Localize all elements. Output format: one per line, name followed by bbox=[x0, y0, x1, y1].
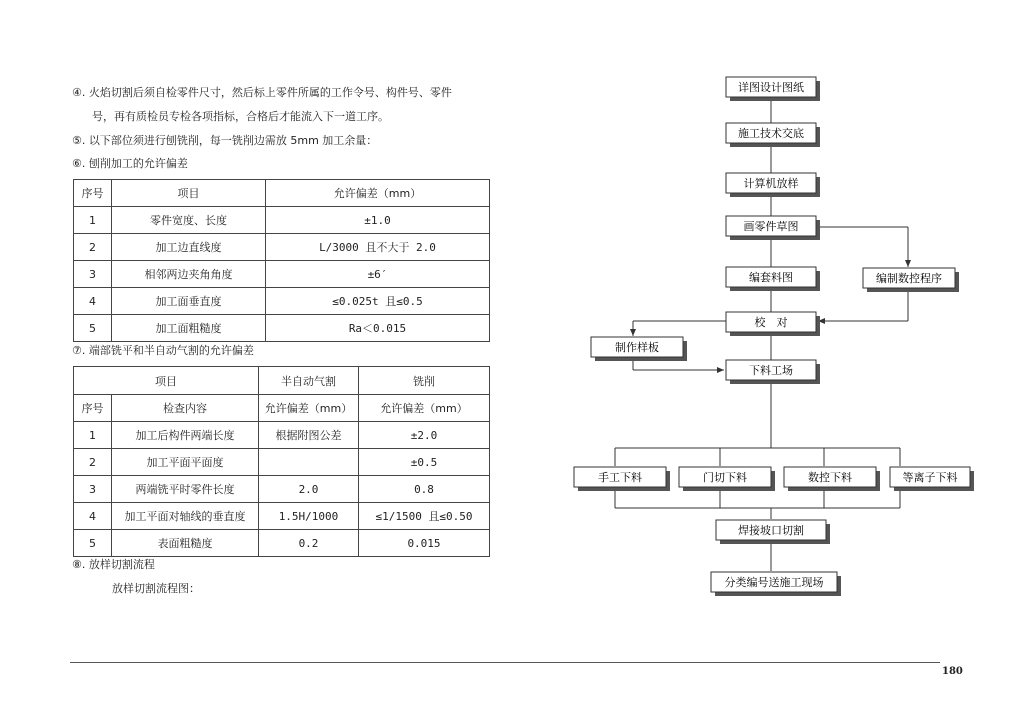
page-number: 180 bbox=[942, 666, 963, 677]
header-cell: 铣削 bbox=[359, 367, 490, 395]
table-cell: 两端铣平时零件长度 bbox=[112, 476, 259, 503]
table-cell: Ra＜0.015 bbox=[266, 315, 490, 342]
paragraph-4-line2: 号，再有质检员专检各项指标，合格后才能流入下一道工序。 bbox=[92, 110, 389, 123]
table-header-row bbox=[74, 180, 490, 207]
table-row bbox=[74, 315, 490, 342]
table-row bbox=[74, 449, 490, 476]
milling-cutting-tolerance-table bbox=[73, 366, 490, 557]
flow-node-label: 制作样板 bbox=[615, 341, 659, 354]
flow-node-label: 施工技术交底 bbox=[738, 127, 804, 140]
table-header-row bbox=[74, 367, 490, 395]
paragraph-7: ⑦. 端部铣平和半自动气割的允许偏差 bbox=[72, 344, 254, 357]
flow-node-part-sketch bbox=[726, 216, 820, 240]
header-cell: 允许偏差（mm） bbox=[259, 395, 359, 422]
flow-node-label: 画零件草图 bbox=[743, 220, 799, 233]
table-cell: L/3000 且不大于 2.0 bbox=[266, 234, 490, 261]
table-row bbox=[74, 234, 490, 261]
flow-node-check bbox=[726, 312, 820, 336]
table-cell: 2.0 bbox=[259, 476, 359, 503]
table-cell: 加工面垂直度 bbox=[112, 288, 266, 315]
flow-node-label: 手工下料 bbox=[598, 471, 642, 484]
table-row bbox=[74, 207, 490, 234]
table-cell: 5 bbox=[74, 315, 112, 342]
table-row bbox=[74, 503, 490, 530]
flow-node-label: 门切下料 bbox=[703, 471, 747, 484]
flow-node-label: 计算机放样 bbox=[743, 177, 799, 190]
table-cell: 2 bbox=[74, 449, 112, 476]
table-cell: 3 bbox=[74, 261, 112, 288]
flow-node-classify-send bbox=[711, 572, 841, 596]
table-cell: ±0.5 bbox=[359, 449, 490, 476]
flow-node-template bbox=[591, 337, 687, 361]
header-cell: 允许偏差（mm） bbox=[266, 180, 490, 207]
table-cell: 4 bbox=[74, 288, 112, 315]
flow-node-computer-layout bbox=[726, 173, 820, 197]
flow-node-label: 编套料图 bbox=[749, 271, 793, 284]
header-cell: 项目 bbox=[74, 367, 259, 395]
table-cell: ≤1/1500 且≤0.50 bbox=[359, 503, 490, 530]
table-cell: 根据附图公差 bbox=[259, 422, 359, 449]
table-cell: 3 bbox=[74, 476, 112, 503]
flow-node-label: 详图设计图纸 bbox=[738, 81, 804, 94]
table-cell: 零件宽度、长度 bbox=[112, 207, 266, 234]
table-cell: 2 bbox=[74, 234, 112, 261]
table-row bbox=[74, 422, 490, 449]
table-cell: 1 bbox=[74, 422, 112, 449]
table-cell: ±2.0 bbox=[359, 422, 490, 449]
flow-node-label: 等离子下料 bbox=[902, 471, 958, 484]
header-cell: 检查内容 bbox=[112, 395, 259, 422]
table-cell: 4 bbox=[74, 503, 112, 530]
flow-node-label: 校 对 bbox=[754, 316, 788, 329]
table-cell: 加工边直线度 bbox=[112, 234, 266, 261]
flow-node-label: 下料工场 bbox=[749, 364, 793, 377]
flow-node-plasma-cut bbox=[890, 467, 974, 491]
flow-node-weld-bevel bbox=[716, 520, 830, 544]
paragraph-6: ⑥. 刨削加工的允许偏差 bbox=[72, 157, 188, 170]
flow-node-label: 数控下料 bbox=[808, 471, 852, 484]
header-cell: 项目 bbox=[112, 180, 266, 207]
flow-node-gantry-cut bbox=[679, 467, 775, 491]
flow-node-material-list bbox=[726, 267, 820, 291]
table-cell: 加工后构件两端长度 bbox=[112, 422, 259, 449]
flow-node-tech-briefing bbox=[726, 123, 820, 147]
table-cell: 加工面粗糙度 bbox=[112, 315, 266, 342]
table-cell: 加工平面平面度 bbox=[112, 449, 259, 476]
flow-node-nc-cut bbox=[784, 467, 880, 491]
header-cell: 半自动气割 bbox=[259, 367, 359, 395]
paragraph-8: ⑧. 放样切割流程 bbox=[72, 558, 155, 571]
flow-node-label: 编制数控程序 bbox=[876, 272, 942, 285]
table-cell: 0.2 bbox=[259, 530, 359, 557]
table-cell: 相邻两边夹角角度 bbox=[112, 261, 266, 288]
header-cell: 序号 bbox=[74, 395, 112, 422]
cutting-flowchart bbox=[560, 60, 980, 620]
table-cell: 1.5H/1000 bbox=[259, 503, 359, 530]
table-cell: 加工平面对轴线的垂直度 bbox=[112, 503, 259, 530]
footer-rule bbox=[70, 662, 940, 663]
table-cell: 0.8 bbox=[359, 476, 490, 503]
table-subheader-row bbox=[74, 395, 490, 422]
flow-node-label: 焊接坡口切割 bbox=[738, 524, 804, 537]
header-cell: 序号 bbox=[74, 180, 112, 207]
flow-node-nc-program bbox=[863, 268, 959, 292]
table-cell: ≤0.025t 且≤0.5 bbox=[266, 288, 490, 315]
planing-tolerance-table bbox=[73, 179, 490, 342]
table-cell: 0.015 bbox=[359, 530, 490, 557]
paragraph-5: ⑤. 以下部位须进行刨铣削，每一铣削边需放 5mm 加工余量： bbox=[72, 134, 378, 147]
table-row bbox=[74, 530, 490, 557]
table-row bbox=[74, 288, 490, 315]
header-cell: 允许偏差（mm） bbox=[359, 395, 490, 422]
flow-node-cutting-yard bbox=[726, 360, 820, 384]
table-cell: ±1.0 bbox=[266, 207, 490, 234]
flow-node-detail-drawing bbox=[726, 77, 820, 101]
table-cell bbox=[259, 449, 359, 476]
paragraph-8-sub: 放样切割流程图： bbox=[112, 582, 200, 595]
flow-node-label: 分类编号送施工现场 bbox=[724, 576, 824, 589]
table-row bbox=[74, 476, 490, 503]
flow-node-manual-cut bbox=[574, 467, 670, 491]
paragraph-4-line1: ④. 火焰切割后须自检零件尺寸，然后标上零件所属的工作令号、构件号、零件 bbox=[72, 86, 452, 99]
table-row bbox=[74, 261, 490, 288]
table-cell: ±6′ bbox=[266, 261, 490, 288]
table-cell: 表面粗糙度 bbox=[112, 530, 259, 557]
table-cell: 5 bbox=[74, 530, 112, 557]
table-cell: 1 bbox=[74, 207, 112, 234]
